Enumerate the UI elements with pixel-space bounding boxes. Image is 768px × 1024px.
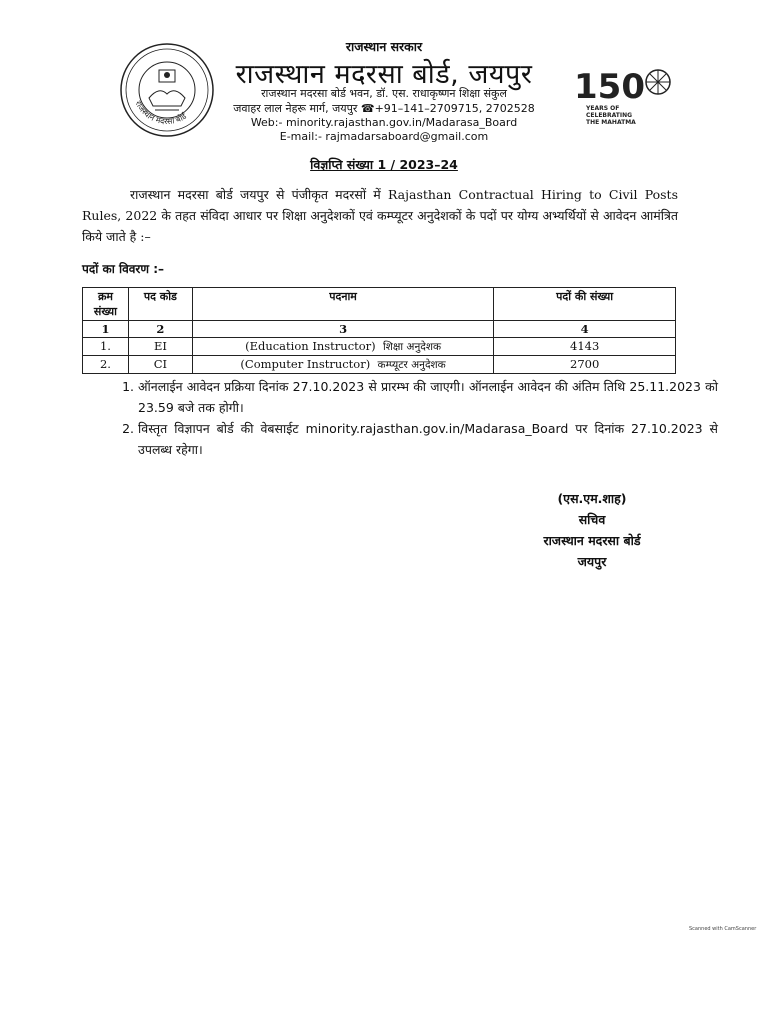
- row-post: [192, 338, 493, 356]
- scanner-note: Scanned with CamScanner: [689, 926, 757, 932]
- posts-table: [82, 287, 676, 374]
- row-post-en: (Computer Instructor): [240, 357, 371, 371]
- table-row: [83, 338, 676, 356]
- row-count: 2700: [494, 356, 676, 374]
- notice-number: विज्ञप्ति संख्या 1 / 2023–24: [310, 157, 458, 172]
- posts-heading: पदों का विवरण :–: [82, 262, 164, 276]
- address-line-1: राजस्थान मदरसा बोर्ड भवन, डॉ. एस. राधाकृष्णन शिक्षा संकुल: [261, 87, 507, 100]
- row-post-hi: शिक्षा अनुदेशक: [382, 341, 442, 353]
- row-post-en: (Education Instructor): [245, 339, 376, 353]
- website-line: Web:- minority.rajasthan.gov.in/Madarasa_Board: [250, 116, 518, 129]
- email-line: E-mail:- rajmadarsaboard@gmail.com: [279, 130, 489, 143]
- table-column-number-row: [83, 321, 676, 338]
- signatory-name: (एस.एम.शाह): [557, 491, 627, 506]
- table-header-row: [83, 288, 676, 321]
- row-serial: 1.: [83, 338, 129, 356]
- signatory-designation: सचिव: [578, 512, 606, 527]
- logo150-number: 150: [574, 67, 645, 107]
- instruction-item: 2. विस्तृत विज्ञापन बोर्ड की वेबसाईट minority.rajasthan.gov.in/Madarasa_Board पर दिनांक 27.10.2023 से उपलब्ध रहेगा।: [138, 418, 718, 460]
- logo150-line2: CELEBRATING: [586, 112, 633, 119]
- column-number: 3: [192, 321, 493, 338]
- row-code: CI: [128, 356, 192, 374]
- instruction-item: 1. ऑनलाईन आवेदन प्रक्रिया दिनांक 27.10.2023 से प्रारम्भ की जाएगी। ऑनलाईन आवेदन की अंतिम तिथि 25.11.2023 को 23.59 बजे तक होगी।: [138, 376, 718, 418]
- intro-paragraph: राजस्थान मदरसा बोर्ड जयपुर से पंजीकृत मदरसों में Rajasthan Contractual Hiring to Civil Posts Rules, 2022 के तहत संविदा आधार पर शिक्षा अनुदेशकों एवं कम्प्यूटर अनुदेशकों के पदों पर योग्य अभ्यर्थियों से आवेदन आमंत्रित किये जाते है :–: [82, 187, 678, 244]
- government-heading: राजस्थान सरकार: [345, 39, 423, 54]
- signatory-organization: राजस्थान मदरसा बोर्ड: [543, 533, 641, 548]
- header-serial: क्रम संख्या: [83, 288, 129, 321]
- header-code: पद कोड: [128, 288, 192, 321]
- row-post: [192, 356, 493, 374]
- seal-text: राजस्थान मदरसा बोर्ड: [133, 99, 188, 127]
- instructions-list: [100, 376, 718, 460]
- row-code: EI: [128, 338, 192, 356]
- table-row: [83, 356, 676, 374]
- address-line-2: जवाहर लाल नेहरू मार्ग, जयपुर ☎+91–141–2709715, 2702528: [233, 102, 535, 115]
- column-number: 1: [83, 321, 129, 338]
- header-post: पदनाम: [192, 288, 493, 321]
- row-serial: 2.: [83, 356, 129, 374]
- logo150-line1: YEARS OF: [586, 105, 620, 112]
- header-count: पदों की संख्या: [494, 288, 676, 321]
- signature-block: [512, 488, 672, 572]
- logo150-line3: THE MAHATMA: [586, 119, 636, 126]
- column-number: 2: [128, 321, 192, 338]
- column-number: 4: [494, 321, 676, 338]
- row-count: 4143: [494, 338, 676, 356]
- signatory-city: जयपुर: [577, 554, 607, 569]
- board-title: राजस्थान मदरसा बोर्ड, जयपुर: [235, 59, 533, 90]
- row-post-hi: कम्प्यूटर अनुदेशक: [377, 359, 446, 371]
